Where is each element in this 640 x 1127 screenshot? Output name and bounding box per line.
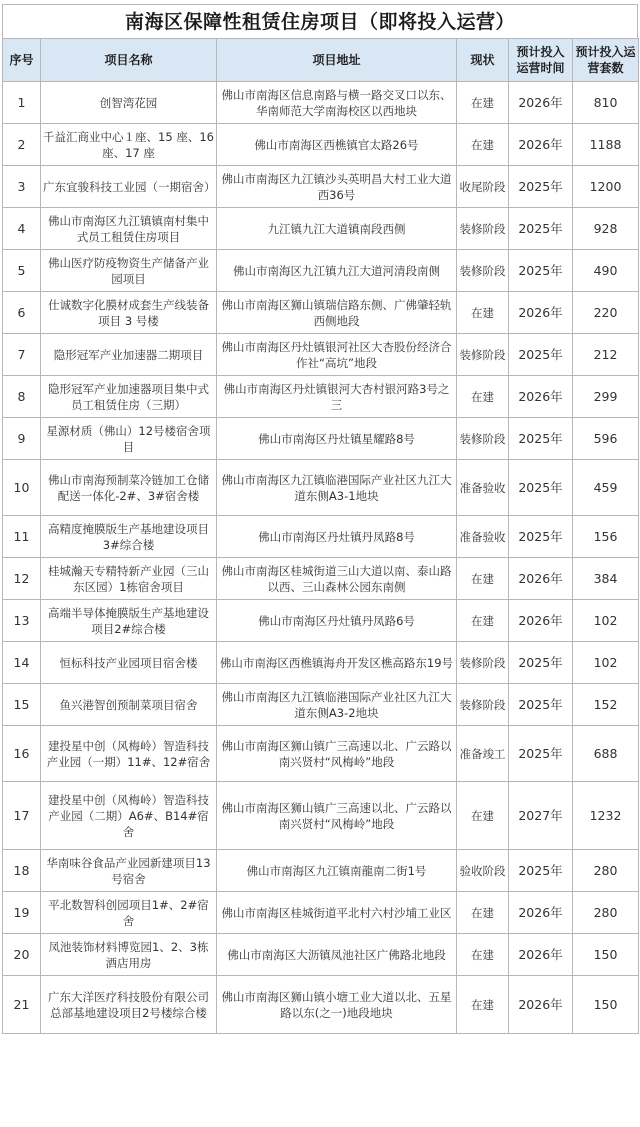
- table-row: [3, 460, 639, 516]
- table-row: [3, 334, 639, 376]
- row-count: 220: [573, 292, 639, 334]
- header-count: 预计投入运营套数: [573, 39, 639, 82]
- row-time: 2026年: [509, 600, 573, 642]
- row-status: 准备验收: [457, 516, 509, 558]
- row-status: 收尾阶段: [457, 166, 509, 208]
- row-name: 星源材质（佛山）12号楼宿舍项目: [41, 418, 217, 460]
- table-row: [3, 208, 639, 250]
- row-count: 280: [573, 892, 639, 934]
- table-row: [3, 82, 639, 124]
- row-address: 佛山市南海区大沥镇凤池社区广佛路北地段: [217, 934, 457, 976]
- row-address: 佛山市南海区丹灶镇银河社区大杏股份经济合作社“高坑”地段: [217, 334, 457, 376]
- row-name: 华南味谷食品产业园新建项目13号宿舍: [41, 850, 217, 892]
- row-index: 4: [3, 208, 41, 250]
- row-address: 佛山市南海区狮山镇小塘工业大道以北、五星路以东(之一)地段地块: [217, 976, 457, 1034]
- row-count: 152: [573, 684, 639, 726]
- table-row: [3, 684, 639, 726]
- row-time: 2025年: [509, 684, 573, 726]
- row-name: 高精度掩膜版生产基地建设项目3#综合楼: [41, 516, 217, 558]
- row-index: 20: [3, 934, 41, 976]
- header-row: [3, 39, 639, 82]
- row-status: 在建: [457, 782, 509, 850]
- row-time: 2025年: [509, 334, 573, 376]
- row-address: 佛山市南海区丹灶镇丹凤路6号: [217, 600, 457, 642]
- row-name: 佛山市南海预制菜冷链加工仓储配送一体化-2#、3#宿舍楼: [41, 460, 217, 516]
- row-count: 928: [573, 208, 639, 250]
- row-index: 2: [3, 124, 41, 166]
- table-row: [3, 292, 639, 334]
- row-status: 装修阶段: [457, 684, 509, 726]
- row-status: 装修阶段: [457, 208, 509, 250]
- row-time: 2026年: [509, 292, 573, 334]
- row-name: 仕诚数字化膜材成套生产线装备项目 3 号楼: [41, 292, 217, 334]
- row-address: 佛山市南海区丹灶镇星耀路8号: [217, 418, 457, 460]
- row-count: 150: [573, 934, 639, 976]
- row-name: 建投星中创（风梅岭）智造科技产业园（二期）A6#、B14#宿舍: [41, 782, 217, 850]
- row-count: 688: [573, 726, 639, 782]
- row-name: 平北数智科创园项目1#、2#宿舍: [41, 892, 217, 934]
- row-status: 在建: [457, 600, 509, 642]
- row-status: 在建: [457, 82, 509, 124]
- row-name: 隐形冠军产业加速器项目集中式员工租赁住房（三期）: [41, 376, 217, 418]
- row-address: 佛山市南海区桂城街道三山大道以南、泰山路以西、三山森林公园东南侧: [217, 558, 457, 600]
- table-row: [3, 850, 639, 892]
- row-time: 2025年: [509, 166, 573, 208]
- row-time: 2026年: [509, 558, 573, 600]
- row-status: 在建: [457, 976, 509, 1034]
- row-name: 隐形冠军产业加速器二期项目: [41, 334, 217, 376]
- row-time: 2025年: [509, 208, 573, 250]
- row-name: 桂城瀚天专精特新产业园（三山东区园）1栋宿舍项目: [41, 558, 217, 600]
- table-row: [3, 124, 639, 166]
- row-time: 2025年: [509, 642, 573, 684]
- row-name: 创智湾花园: [41, 82, 217, 124]
- table-row: [3, 166, 639, 208]
- row-status: 准备验收: [457, 460, 509, 516]
- row-name: 建投星中创（风梅岭）智造科技产业园（一期）11#、12#宿舍: [41, 726, 217, 782]
- row-time: 2025年: [509, 250, 573, 292]
- row-index: 9: [3, 418, 41, 460]
- row-index: 16: [3, 726, 41, 782]
- row-address: 佛山市南海区西樵镇海舟开发区樵高路东19号: [217, 642, 457, 684]
- row-address: 佛山市南海区信息南路与横一路交叉口以东、华南师范大学南海校区以西地块: [217, 82, 457, 124]
- row-time: 2025年: [509, 460, 573, 516]
- row-address: 佛山市南海区九江镇沙头英明昌大村工业大道西36号: [217, 166, 457, 208]
- row-status: 装修阶段: [457, 642, 509, 684]
- row-status: 验收阶段: [457, 850, 509, 892]
- row-time: 2026年: [509, 376, 573, 418]
- row-status: 装修阶段: [457, 250, 509, 292]
- row-address: 佛山市南海区狮山镇广三高速以北、广云路以南兴贤村“风梅岭”地段: [217, 726, 457, 782]
- table-row: [3, 976, 639, 1034]
- row-status: 在建: [457, 292, 509, 334]
- header-address: 项目地址: [217, 39, 457, 82]
- row-status: 装修阶段: [457, 334, 509, 376]
- row-index: 19: [3, 892, 41, 934]
- row-name: 鱼兴港智创预制菜项目宿舍: [41, 684, 217, 726]
- row-status: 在建: [457, 376, 509, 418]
- row-count: 212: [573, 334, 639, 376]
- row-count: 1188: [573, 124, 639, 166]
- row-count: 102: [573, 642, 639, 684]
- row-index: 1: [3, 82, 41, 124]
- row-name: 广东宜骏科技工业园（一期宿舍）: [41, 166, 217, 208]
- table-row: [3, 642, 639, 684]
- row-count: 156: [573, 516, 639, 558]
- row-time: 2026年: [509, 976, 573, 1034]
- row-index: 15: [3, 684, 41, 726]
- header-index: 序号: [3, 39, 41, 82]
- row-index: 10: [3, 460, 41, 516]
- row-count: 299: [573, 376, 639, 418]
- row-count: 459: [573, 460, 639, 516]
- row-count: 384: [573, 558, 639, 600]
- row-status: 在建: [457, 934, 509, 976]
- row-index: 11: [3, 516, 41, 558]
- row-name: 高端半导体掩膜版生产基地建设项目2#综合楼: [41, 600, 217, 642]
- row-address: 佛山市南海区九江镇临港国际产业社区九江大道东侧A3-2地块: [217, 684, 457, 726]
- row-name: 千益汇商业中心１座、15 座、16 座、17 座: [41, 124, 217, 166]
- header-status: 现状: [457, 39, 509, 82]
- table-row: [3, 600, 639, 642]
- row-time: 2025年: [509, 516, 573, 558]
- table-row: [3, 418, 639, 460]
- row-index: 21: [3, 976, 41, 1034]
- table-row: [3, 726, 639, 782]
- row-index: 8: [3, 376, 41, 418]
- sheet-title: 南海区保障性租赁住房项目（即将投入运营）: [2, 4, 638, 38]
- row-name: 恒标科技产业园项目宿舍楼: [41, 642, 217, 684]
- table-row: [3, 558, 639, 600]
- row-address: 佛山市南海区丹灶镇银河大杏村银河路3号之三: [217, 376, 457, 418]
- row-status: 在建: [457, 892, 509, 934]
- row-index: 17: [3, 782, 41, 850]
- row-count: 280: [573, 850, 639, 892]
- table-row: [3, 934, 639, 976]
- row-name: 佛山医疗防疫物资生产储备产业园项目: [41, 250, 217, 292]
- row-address: 佛山市南海区九江镇临港国际产业社区九江大道东侧A3-1地块: [217, 460, 457, 516]
- row-address: 佛山市南海区丹灶镇丹凤路8号: [217, 516, 457, 558]
- row-time: 2026年: [509, 892, 573, 934]
- row-count: 596: [573, 418, 639, 460]
- row-index: 3: [3, 166, 41, 208]
- row-count: 102: [573, 600, 639, 642]
- table-row: [3, 250, 639, 292]
- row-index: 6: [3, 292, 41, 334]
- row-name: 佛山市南海区九江镇镇南村集中式员工租赁住房项目: [41, 208, 217, 250]
- row-time: 2026年: [509, 82, 573, 124]
- row-address: 佛山市南海区狮山镇广三高速以北、广云路以南兴贤村“风梅岭”地段: [217, 782, 457, 850]
- row-name: 广东大洋医疗科技股份有限公司总部基地建设项目2号楼综合楼: [41, 976, 217, 1034]
- project-table: [2, 38, 639, 1034]
- table-row: [3, 516, 639, 558]
- row-index: 7: [3, 334, 41, 376]
- row-address: 佛山市南海区狮山镇瑞信路东侧、广佛肇轻轨西侧地段: [217, 292, 457, 334]
- header-time: 预计投入运营时间: [509, 39, 573, 82]
- row-status: 准备竣工: [457, 726, 509, 782]
- row-count: 150: [573, 976, 639, 1034]
- row-index: 5: [3, 250, 41, 292]
- row-index: 12: [3, 558, 41, 600]
- table-row: [3, 892, 639, 934]
- table-row: [3, 376, 639, 418]
- row-index: 14: [3, 642, 41, 684]
- row-index: 13: [3, 600, 41, 642]
- header-name: 项目名称: [41, 39, 217, 82]
- row-address: 佛山市南海区桂城街道平北村六村沙埔工业区: [217, 892, 457, 934]
- row-count: 810: [573, 82, 639, 124]
- table-body: [3, 82, 639, 1034]
- row-count: 1232: [573, 782, 639, 850]
- table-row: [3, 782, 639, 850]
- row-index: 18: [3, 850, 41, 892]
- row-address: 佛山市南海区九江镇九江大道河清段南侧: [217, 250, 457, 292]
- row-time: 2025年: [509, 850, 573, 892]
- row-time: 2026年: [509, 934, 573, 976]
- row-status: 装修阶段: [457, 418, 509, 460]
- row-count: 490: [573, 250, 639, 292]
- row-count: 1200: [573, 166, 639, 208]
- row-address: 佛山市南海区西樵镇官太路26号: [217, 124, 457, 166]
- row-address: 九江镇九江大道镇南段西侧: [217, 208, 457, 250]
- row-status: 在建: [457, 124, 509, 166]
- row-time: 2027年: [509, 782, 573, 850]
- row-name: 凤池装饰材料博览园1、2、3栋酒店用房: [41, 934, 217, 976]
- project-sheet: [2, 4, 638, 1034]
- row-time: 2025年: [509, 726, 573, 782]
- row-time: 2025年: [509, 418, 573, 460]
- row-time: 2026年: [509, 124, 573, 166]
- row-status: 在建: [457, 558, 509, 600]
- row-address: 佛山市南海区九江镇南龍南二街1号: [217, 850, 457, 892]
